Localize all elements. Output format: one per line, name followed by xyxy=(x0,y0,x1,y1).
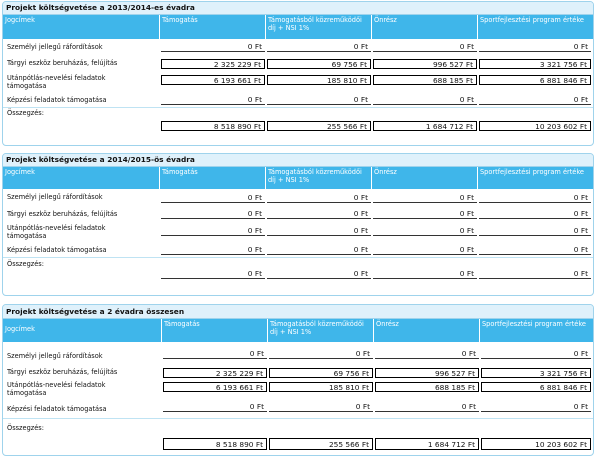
value-cell: 69 756 Ft xyxy=(269,368,373,378)
table-row xyxy=(3,93,593,107)
sum-cell: 1 684 712 Ft xyxy=(375,438,479,450)
row-label: Képzési feladatok támogatása xyxy=(7,246,107,254)
summary-label: Összegzés: xyxy=(7,260,44,268)
header-kozremukodoi-dij: Támogatásból közreműködői díj + NSI 1% xyxy=(265,15,371,39)
value-cell: 0 Ft xyxy=(269,402,373,412)
sum-cell: 1 684 712 Ft xyxy=(373,121,477,131)
value-cell: 0 Ft xyxy=(161,209,265,219)
section-title: Projekt költségvetése a 2013/2014-es évadra xyxy=(3,2,593,15)
value-cell: 0 Ft xyxy=(479,95,591,105)
table-row xyxy=(3,364,593,380)
value-cell: 69 756 Ft xyxy=(267,59,371,69)
value-cell: 185 810 Ft xyxy=(269,382,373,392)
value-cell: 2 325 229 Ft xyxy=(161,59,265,69)
header-kozremukodoi-dij: Támogatásból közreműködői díj + NSI 1% xyxy=(267,319,373,342)
header-onresz: Önrész xyxy=(371,15,477,39)
value-cell: 0 Ft xyxy=(481,349,591,359)
budget-section-total xyxy=(2,304,594,456)
value-cell: 0 Ft xyxy=(267,226,371,236)
budget-section-2014-2015 xyxy=(2,153,594,296)
value-cell: 0 Ft xyxy=(267,245,371,255)
row-label: Utánpótlás-nevelési feladatok támogatása xyxy=(7,381,106,397)
sum-cell: 0 Ft xyxy=(373,269,477,279)
row-label: Tárgyi eszköz beruházás, felújítás xyxy=(7,368,118,376)
row-label: Személyi jellegű ráfordítások xyxy=(7,43,103,51)
value-cell: 688 185 Ft xyxy=(375,382,479,392)
sum-cell: 255 566 Ft xyxy=(269,438,373,450)
header-jogcimek: Jogcímek xyxy=(5,325,35,333)
header-program-erteke: Sportfejlesztési program értéke xyxy=(479,319,594,342)
value-cell: 6 193 661 Ft xyxy=(163,382,267,392)
header-program-erteke: Sportfejlesztési program értéke xyxy=(477,167,594,189)
section-title: Projekt költségvetése a 2014/2015-ös évadra xyxy=(3,154,593,167)
sum-cell: 8 518 890 Ft xyxy=(161,121,265,131)
value-cell: 0 Ft xyxy=(161,226,265,236)
row-label: Személyi jellegű ráfordítások xyxy=(7,352,103,360)
summary-label: Összegzés: xyxy=(7,109,44,117)
value-cell: 0 Ft xyxy=(375,402,479,412)
sum-cell: 0 Ft xyxy=(267,269,371,279)
row-label: Utánpótlás-nevelési feladatok támogatása xyxy=(7,74,106,90)
header-tamogatas: Támogatás xyxy=(161,319,267,342)
value-cell: 996 527 Ft xyxy=(375,368,479,378)
sum-cell: 10 203 602 Ft xyxy=(479,121,591,131)
value-cell: 0 Ft xyxy=(269,349,373,359)
table-header xyxy=(3,15,593,39)
sum-cell: 0 Ft xyxy=(479,269,591,279)
header-program-erteke: Sportfejlesztési program értéke xyxy=(477,15,594,39)
header-onresz: Önrész xyxy=(371,167,477,189)
row-label: Képzési feladatok támogatása xyxy=(7,405,107,413)
summary-row xyxy=(3,107,593,136)
row-label: Képzési feladatok támogatása xyxy=(7,96,107,104)
row-label: Személyi jellegű ráfordítások xyxy=(7,193,103,201)
value-cell: 0 Ft xyxy=(479,193,591,203)
table-row xyxy=(3,39,593,55)
value-cell: 0 Ft xyxy=(375,349,479,359)
value-cell: 0 Ft xyxy=(479,226,591,236)
value-cell: 0 Ft xyxy=(479,42,591,52)
value-cell: 0 Ft xyxy=(267,209,371,219)
table-row xyxy=(3,243,593,257)
summary-label: Összegzés: xyxy=(7,424,44,432)
value-cell: 6 193 661 Ft xyxy=(161,75,265,85)
section-title: Projekt költségvetése a 2 évadra összesen xyxy=(3,305,593,319)
header-jogcimek: Jogcímek xyxy=(5,168,35,176)
budget-section-2013-2014 xyxy=(2,1,594,146)
table-row xyxy=(3,55,593,72)
value-cell: 688 185 Ft xyxy=(373,75,477,85)
value-cell: 0 Ft xyxy=(267,95,371,105)
value-cell: 6 881 846 Ft xyxy=(479,75,591,85)
header-onresz: Önrész xyxy=(373,319,479,342)
table-header xyxy=(3,167,593,189)
sum-cell: 8 518 890 Ft xyxy=(163,438,267,450)
sum-cell: 0 Ft xyxy=(161,269,265,279)
table-row xyxy=(3,400,593,418)
table-row xyxy=(3,342,593,364)
value-cell: 6 881 846 Ft xyxy=(481,382,591,392)
value-cell: 0 Ft xyxy=(267,42,371,52)
value-cell: 0 Ft xyxy=(161,42,265,52)
value-cell: 0 Ft xyxy=(161,245,265,255)
header-kozremukodoi-dij: Támogatásból közreműködői díj + NSI 1% xyxy=(265,167,371,189)
value-cell: 3 321 756 Ft xyxy=(479,59,591,69)
value-cell: 0 Ft xyxy=(163,349,267,359)
table-row xyxy=(3,189,593,206)
value-cell: 0 Ft xyxy=(163,402,267,412)
value-cell: 0 Ft xyxy=(161,95,265,105)
value-cell: 0 Ft xyxy=(267,193,371,203)
value-cell: 0 Ft xyxy=(479,209,591,219)
table-header xyxy=(3,319,593,342)
table-row xyxy=(3,72,593,93)
value-cell: 3 321 756 Ft xyxy=(481,368,591,378)
header-tamogatas: Támogatás xyxy=(159,15,265,39)
header-tamogatas: Támogatás xyxy=(159,167,265,189)
table-row xyxy=(3,222,593,243)
value-cell: 0 Ft xyxy=(373,42,477,52)
row-label: Tárgyi eszköz beruházás, felújítás xyxy=(7,59,118,67)
value-cell: 996 527 Ft xyxy=(373,59,477,69)
summary-row xyxy=(3,257,593,284)
sum-cell: 255 566 Ft xyxy=(267,121,371,131)
header-jogcimek: Jogcímek xyxy=(5,16,35,24)
value-cell: 0 Ft xyxy=(373,95,477,105)
value-cell: 185 810 Ft xyxy=(267,75,371,85)
value-cell: 0 Ft xyxy=(373,209,477,219)
value-cell: 0 Ft xyxy=(373,245,477,255)
value-cell: 0 Ft xyxy=(373,193,477,203)
row-label: Utánpótlás-nevelési feladatok támogatása xyxy=(7,224,106,240)
sum-cell: 10 203 602 Ft xyxy=(481,438,591,450)
value-cell: 0 Ft xyxy=(161,193,265,203)
value-cell: 0 Ft xyxy=(373,226,477,236)
value-cell: 0 Ft xyxy=(481,402,591,412)
value-cell: 2 325 229 Ft xyxy=(163,368,267,378)
value-cell: 0 Ft xyxy=(479,245,591,255)
row-label: Tárgyi eszköz beruházás, felújítás xyxy=(7,210,118,218)
summary-row xyxy=(3,418,593,455)
table-row xyxy=(3,206,593,222)
table-row xyxy=(3,380,593,400)
